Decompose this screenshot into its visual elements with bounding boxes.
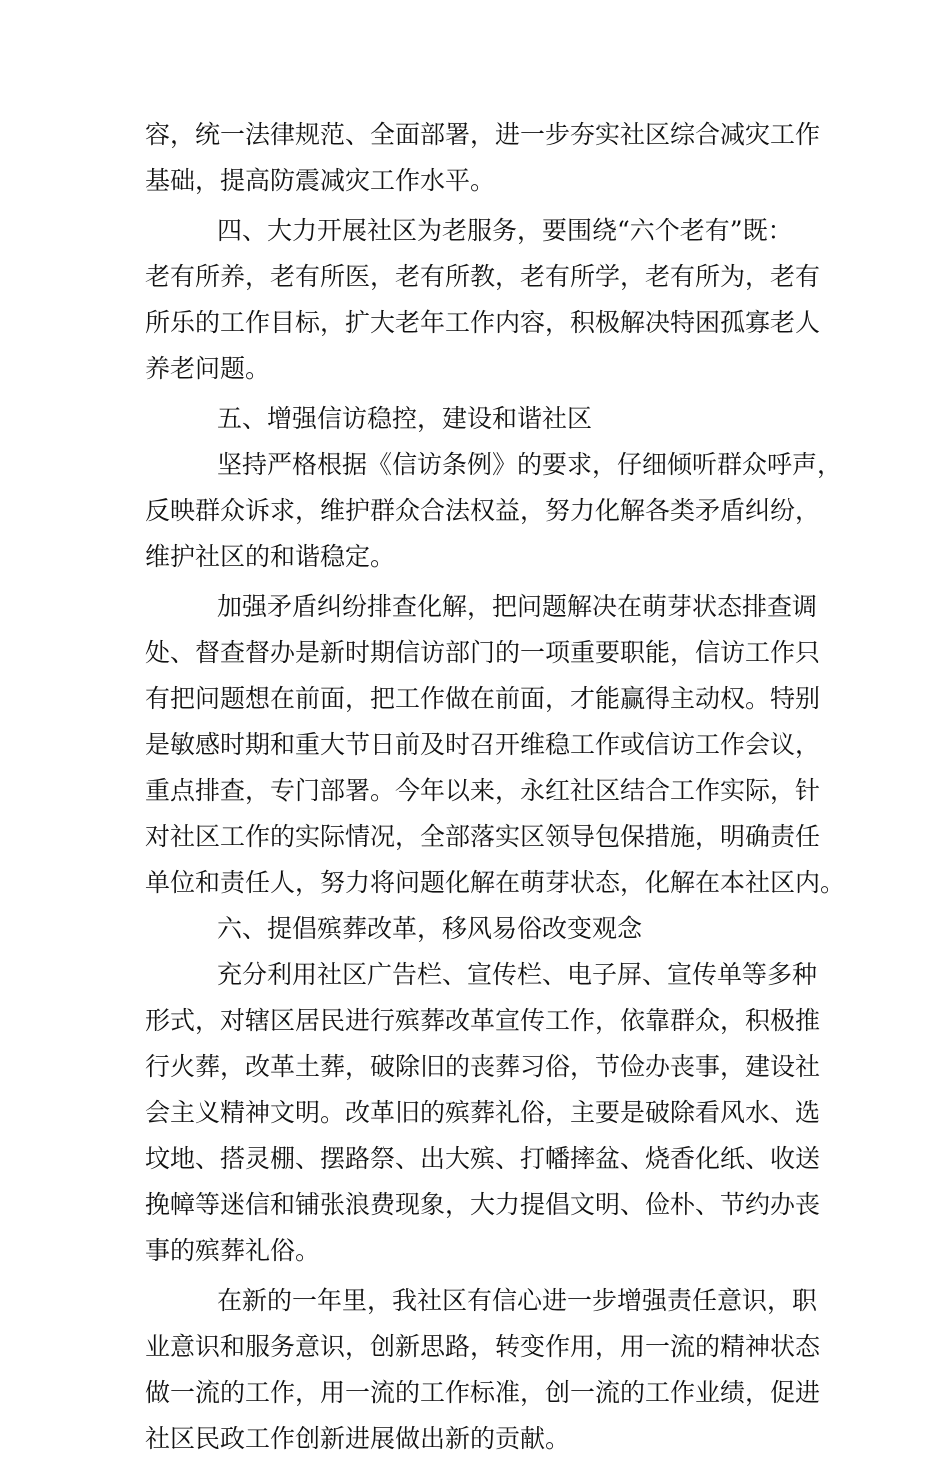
text-line: 单位和责任人，努力将问题化解在萌芽状态，化解在本社区内。: [145, 868, 846, 897]
text-line: 行火葬，改革土葬，破除旧的丧葬习俗，节俭办丧事，建设社: [145, 1052, 821, 1081]
text-line: 基础，提高防震减灾工作水平。: [145, 166, 496, 195]
text-line: 维护社区的和谐稳定。: [145, 542, 396, 571]
section-heading-6: 六、提倡殡葬改革，移风易俗改变观念: [217, 914, 643, 943]
text-line: 处、督查督办是新时期信访部门的一项重要职能，信访工作只: [145, 638, 821, 667]
text-line: 会主义精神文明。改革旧的殡葬礼俗，主要是破除看风水、选: [145, 1098, 821, 1127]
text-line: 坟地、搭灵棚、摆路祭、出大殡、打幡摔盆、烧香化纸、收送: [145, 1144, 821, 1173]
text-line: 做一流的工作，用一流的工作标准，创一流的工作业绩，促进: [145, 1378, 821, 1407]
text-line: 所乐的工作目标，扩大老年工作内容，积极解决特困孤寡老人: [145, 308, 821, 337]
section-heading-5: 五、增强信访稳控，建设和谐社区: [217, 404, 593, 433]
paragraph-start: 在新的一年里，我社区有信心进一步增强责任意识，职: [217, 1286, 818, 1315]
document-body: [145, 112, 846, 1462]
text-line: 事的殡葬礼俗。: [145, 1236, 321, 1265]
text-line: 挽幛等迷信和铺张浪费现象，大力提倡文明、俭朴、节约办丧: [145, 1190, 821, 1219]
paragraph-start: 充分利用社区广告栏、宣传栏、电子屏、宣传单等多种: [217, 960, 818, 989]
text-line: 业意识和服务意识，创新思路，转变作用，用一流的精神状态: [145, 1332, 821, 1361]
paragraph-start: 加强矛盾纠纷排查化解，把问题解决在萌芽状态排查调: [217, 592, 818, 621]
section-heading-4: 四、大力开展社区为老服务，要围绕“六个老有”既：: [217, 216, 793, 245]
paragraph-start: 坚持严格根据《信访条例》的要求，仔细倾听群众呼声，: [217, 450, 843, 479]
text-line: 是敏感时期和重大节日前及时召开维稳工作或信访工作会议，: [145, 730, 821, 759]
text-line: 形式，对辖区居民进行殡葬改革宣传工作，依靠群众，积极推: [145, 1006, 821, 1035]
text-line: 重点排查，专门部署。今年以来，永红社区结合工作实际，针: [145, 776, 821, 805]
text-line: 养老问题。: [145, 354, 271, 383]
text-line: 容，统一法律规范、全面部署，进一步夯实社区综合减灾工作: [145, 120, 821, 149]
text-line: 反映群众诉求，维护群众合法权益，努力化解各类矛盾纠纷，: [145, 496, 821, 525]
text-line: 老有所养，老有所医，老有所教，老有所学，老有所为，老有: [145, 262, 821, 291]
text-line: 有把问题想在前面，把工作做在前面，才能赢得主动权。特别: [145, 684, 821, 713]
text-line: 对社区工作的实际情况，全部落实区领导包保措施，明确责任: [145, 822, 821, 851]
text-line: 社区民政工作创新进展做出新的贡献。: [145, 1424, 571, 1453]
